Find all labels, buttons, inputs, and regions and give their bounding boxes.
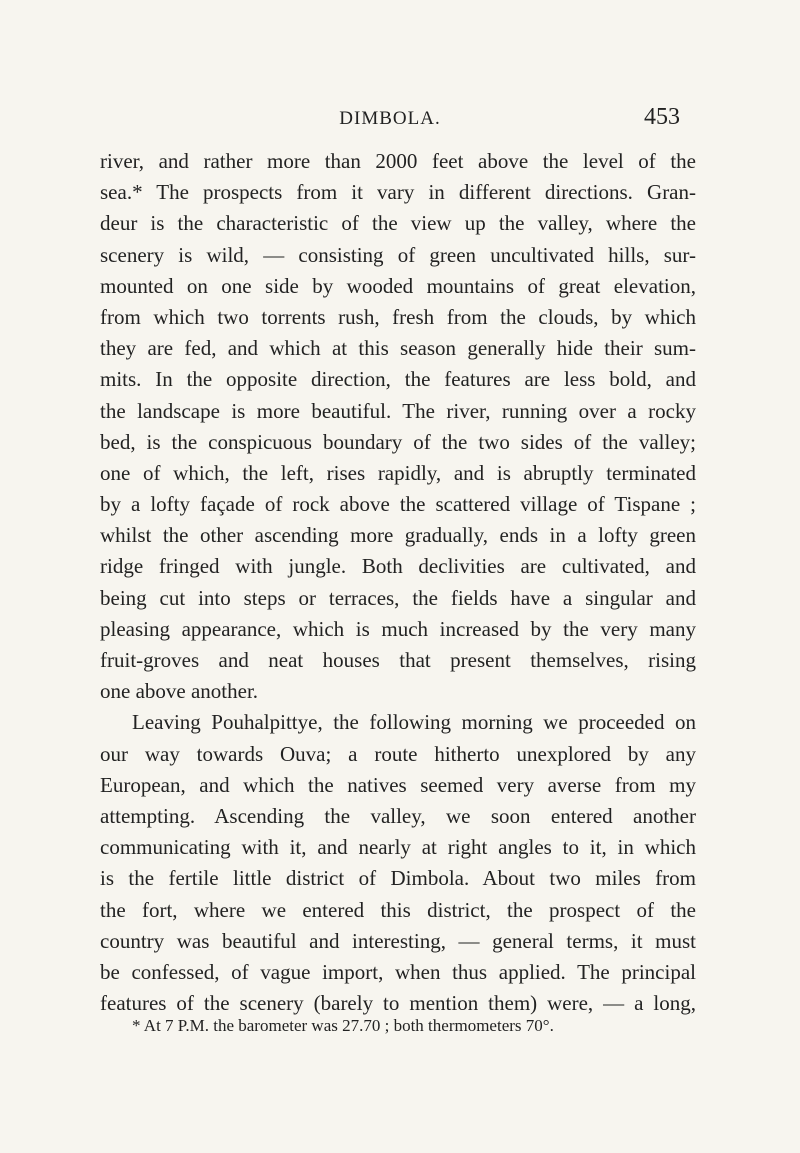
text-line: from which two torrents rush, fresh from the clouds, by which	[100, 304, 696, 329]
text-line: be confessed, of vague import, when thus applied. The principal	[100, 959, 696, 984]
text-line: whilst the other ascending more gradually, ends in a lofty green	[100, 523, 696, 548]
text-line: mounted on one side by wooded mountains of great elevation,	[100, 273, 696, 298]
footnote: * At 7 P.M. the barometer was 27.70 ; both thermometers 70°.	[132, 1016, 554, 1035]
text-line: mits. In the opposite direction, the features are less bold, and	[100, 367, 696, 392]
text-line: they are fed, and which at this season generally hide their sum-	[100, 336, 696, 361]
text-line: one above another.	[100, 679, 259, 704]
text-line: ridge fringed with jungle. Both declivities are cultivated, and	[100, 554, 696, 579]
text-line: by a lofty façade of rock above the scattered village of Tispane ;	[100, 492, 696, 517]
text-line: being cut into steps or terraces, the fields have a singular and	[100, 585, 696, 610]
text-line: one of which, the left, rises rapidly, and is abruptly terminated	[100, 460, 696, 485]
text-line: is the fertile little district of Dimbola. About two miles from	[100, 866, 696, 891]
text-line: communicating with it, and nearly at right angles to it, in which	[100, 835, 696, 860]
text-line: our way towards Ouva; a route hitherto unexplored by any	[100, 741, 696, 766]
text-line: fruit-groves and neat houses that present themselves, rising	[100, 648, 696, 672]
text-line: the fort, where we entered this district, the prospect of the	[100, 897, 696, 922]
text-line: pleasing appearance, which is much increased by the very many	[100, 616, 696, 641]
text-line: scenery is wild, — consisting of green uncultivated hills, sur-	[100, 242, 696, 267]
text-line: attempting. Ascending the valley, we soon entered another	[100, 803, 696, 828]
page-number: 453	[644, 104, 680, 130]
running-head: DIMBOLA.	[339, 108, 441, 129]
text-line: features of the scenery (barely to mention them) were, — a long,	[100, 991, 696, 1016]
text-line: deur is the characteristic of the view up the valley, where the	[100, 211, 696, 236]
text-line: European, and which the natives seemed very averse from my	[100, 772, 696, 797]
text-line: river, and rather more than 2000 feet above the level of the	[100, 149, 696, 173]
text-line: sea.* The prospects from it vary in different directions. Gran-	[100, 180, 696, 205]
text-line: Leaving Pouhalpittye, the following morning we proceeded on	[132, 710, 696, 735]
body-text	[100, 146, 696, 1019]
text-line: the landscape is more beautiful. The river, running over a rocky	[100, 398, 696, 423]
text-line: bed, is the conspicuous boundary of the two sides of the valley;	[100, 429, 696, 454]
text-line: country was beautiful and interesting, — general terms, it must	[100, 928, 696, 953]
